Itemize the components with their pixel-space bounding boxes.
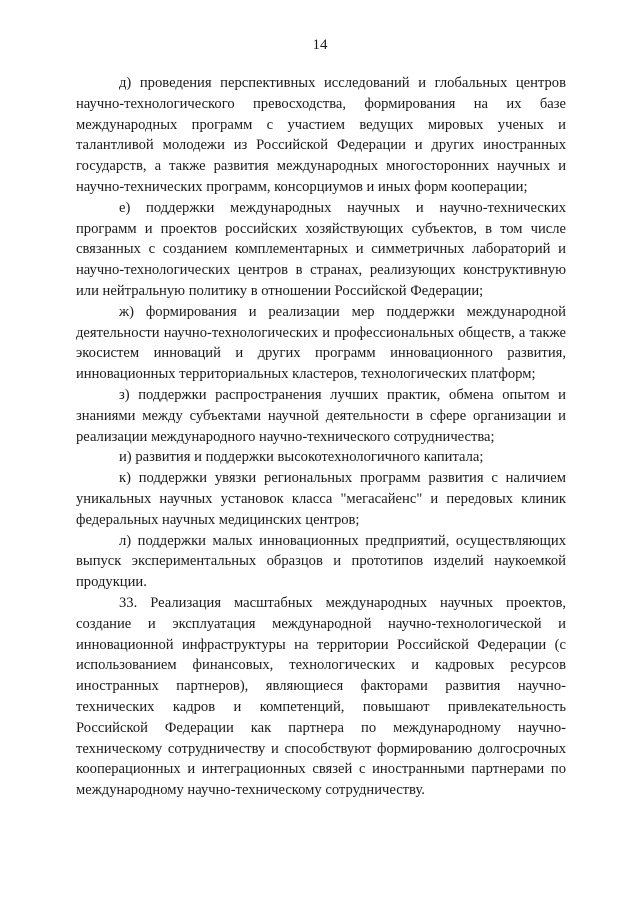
- paragraph-item-l: л) поддержки малых инновационных предприятий, осуществляющих выпуск экспериментальных образцов и прототипов изделий наукоемкой продукции.: [76, 532, 566, 591]
- paragraph-item-zh: ж) формирования и реализации мер поддержки международной деятельности научно-технологических и профессиональных обществ, а также экосистем инноваций и других программ инновационного развития, инновационных территориальных кластеров, технологических платформ;: [76, 303, 566, 383]
- paragraph-item-i: и) развития и поддержки высокотехнологичного капитала;: [119, 449, 484, 466]
- paragraph-item-d: д) проведения перспективных исследований и глобальных центров научно-технологического превосходства, формирования на их базе международных программ с участием ведущих мировых ученых и талантливой молодежи из Российской Федерации и других иностранных государств, а также развития международных многосторонних научных и научно-технических программ, консорциумов и иных форм кооперации;: [76, 75, 566, 195]
- paragraph-section-33: 33. Реализация масштабных международных научных проектов, создание и эксплуатация международной научно-технологической и инновационной инфраструктуры на территории Российской Федерации (с использованием финансовых, технологических и кадровых ресурсов иностранных партнеров), являющиеся факторами развития научно-технических кадров и компетенций, повышают привлекательность Российской Федерации как партнера по международному научно-техническому сотрудничеству и способствуют формированию долгосрочных кооперационных и интеграционных связей с иностранными партнерами по международному научно-техническому сотрудничеству.: [76, 594, 566, 799]
- paragraph-item-z: з) поддержки распространения лучших практик, обмена опытом и знаниями между субъектами научной деятельности в сфере организации и реализации международного научно-технического сотрудничества;: [76, 386, 566, 445]
- page-number: 14: [312, 37, 328, 53]
- paragraph-item-e: е) поддержки международных научных и научно-технических программ и проектов российских хозяйствующих субъектов, в том числе связанных с созданием комплементарных и симметричных лабораторий и научно-технологических центров в странах, реализующих конструктивную или нейтральную политику в отношении Российской Федерации;: [76, 199, 566, 299]
- paragraph-item-k: к) поддержки увязки региональных программ развития с наличием уникальных научных установок класса "мегасайенс" и передовых клиник федеральных научных медицинских центров;: [76, 470, 566, 528]
- document-body: [76, 73, 566, 801]
